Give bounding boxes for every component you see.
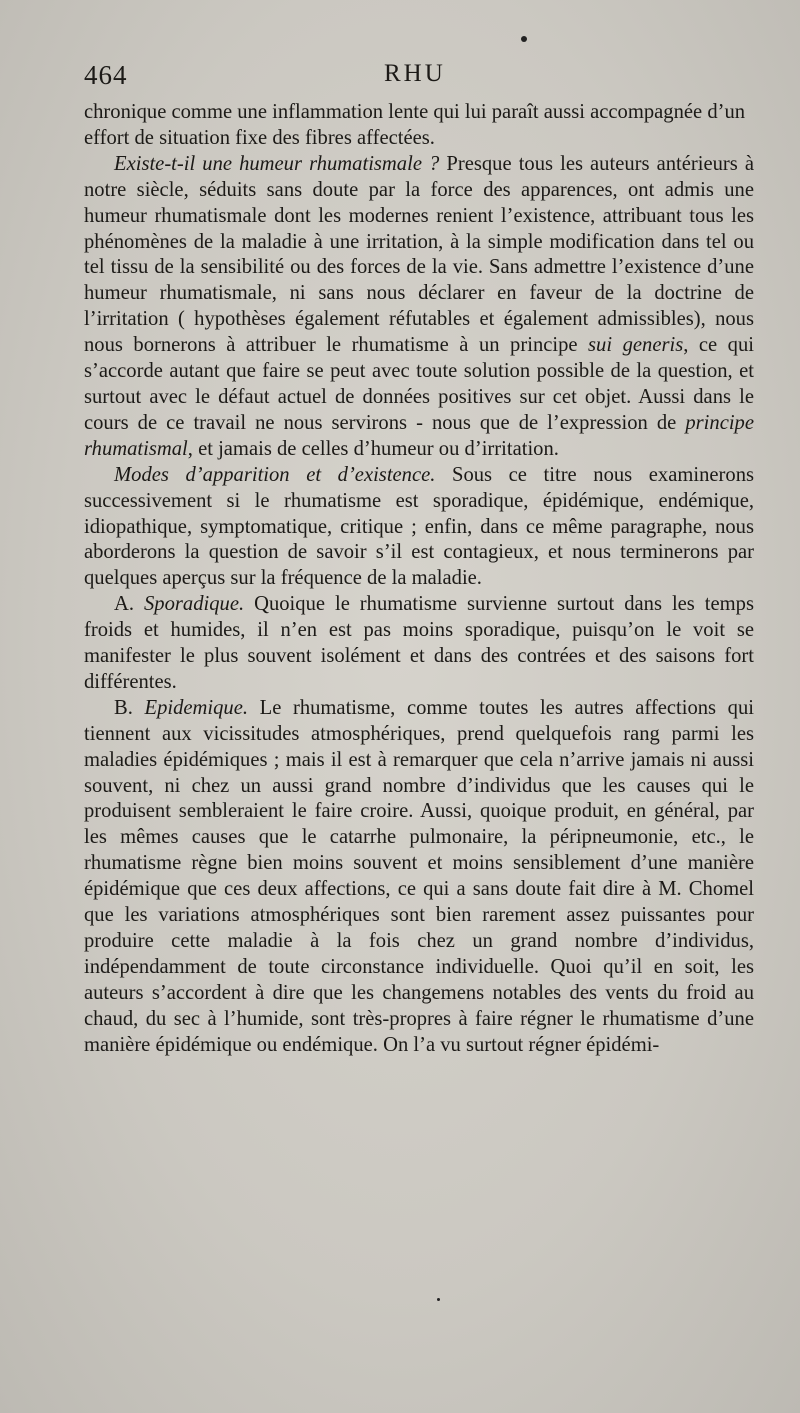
italic-run: Epidemique.	[144, 696, 249, 719]
text-run: chronique comme une inflammation lente qui lui paraît aussi accompagnée d’un effort de situation fixe des fibres affectées.	[84, 101, 746, 149]
page-header	[84, 56, 754, 96]
italic-run: Modes d’apparition et d’existence.	[114, 463, 436, 486]
italic-run: Existe-t-il une humeur rhumatismale ?	[114, 152, 440, 175]
text-run: A.	[114, 593, 144, 616]
ink-speck	[521, 36, 527, 42]
text-run: Sous ce titre nous examinerons successivement si le rhumatisme est sporadique, épidémique, endémique, idiopathique, symptomatique, critique ; enfin, dans ce même paragraphe, nous aborderons la question de savoir s’il est contagieux, et nous terminerons par quelques aperçus sur la fréquence de la maladie.	[84, 463, 755, 590]
text-run: B.	[114, 696, 145, 719]
italic-run: sui generis	[588, 334, 684, 357]
paragraph-modes-apparition	[84, 463, 754, 593]
italic-run: principe rhumatismal	[84, 411, 754, 460]
text-run: Presque tous les auteurs antérieurs à notre siècle, séduits sans doute par la force des apparences, ont admis une humeur rhumatismale dont les modernes renient l’existence, attribuant tous les phénomènes de la maladie à une irritation, à la simple modification dans tel ou tel tissu de la sensibilité ou des forces de la vie. Sans admettre l’existence d’une humeur rhumatismale, ni sans nous déclarer en faveur de la doctrine de l’irritation ( hypothèses également réfutables et également admissibles), nous nous bornerons à attribuer le rhumatisme à un principe	[84, 152, 754, 357]
running-head: RHU	[384, 60, 446, 87]
paragraph-sporadique	[84, 592, 754, 696]
page-number: 464	[84, 60, 128, 90]
italic-run: Sporadique.	[144, 593, 245, 616]
paragraph-epidemique	[84, 696, 754, 1059]
text-run: Quoique le rhumatisme survienne surtout dans les temps froids et humides, il n’en est pas moins sporadique, puisqu’on le voit se manifester le plus souvent isolément et dans des contrées et des saisons fort différentes.	[84, 593, 754, 693]
text-run: , et jamais de celles d’humeur ou d’irritation.	[187, 437, 559, 460]
paragraph-humeur-rhumatismale	[84, 152, 754, 463]
text-run: Le rhumatisme, comme toutes les autres affections qui tiennent aux vicissitudes atmosphériques, prend quelquefois rang parmi les maladies épidémiques ; mais il est à remarquer que cela n’arrive jamais ni aussi souvent, ni chez un aussi grand nombre d’individus que les causes qui le produisent sembleraient le faire croire. Aussi, quoique produit, en général, par les mêmes causes que le catarrhe pulmonaire, la péripneumonie, etc., le rhumatisme règne bien moins souvent et moins sensiblement d’une manière épidémique que ces deux affections, ce qui a sans doute fait dire à M. Chomel que les variations atmosphériques sont bien rarement assez puissantes pour produire cette maladie à la fois chez un grand nombre d’individus, indépendamment de toute circonstance individuelle. Quoi qu’il en soit, les auteurs s’accordent à dire que les changemens notables des vents du froid au chaud, du sec à l’humide, sont très-propres à faire régner le rhumatisme d’une manière épidémique ou endémique. On l’a vu surtout régner épidémi-	[84, 696, 754, 1056]
body-text	[84, 100, 754, 1059]
text-run: , ce qui s’accorde autant que faire se peut avec toute solution possible de la question, et surtout avec le défaut actuel de données positives sur cet objet. Aussi dans le cours de ce travail ne nous servirons - nous que de l’expression de	[84, 334, 754, 434]
paragraph-continuation	[84, 100, 754, 152]
ink-speck	[437, 1298, 440, 1301]
